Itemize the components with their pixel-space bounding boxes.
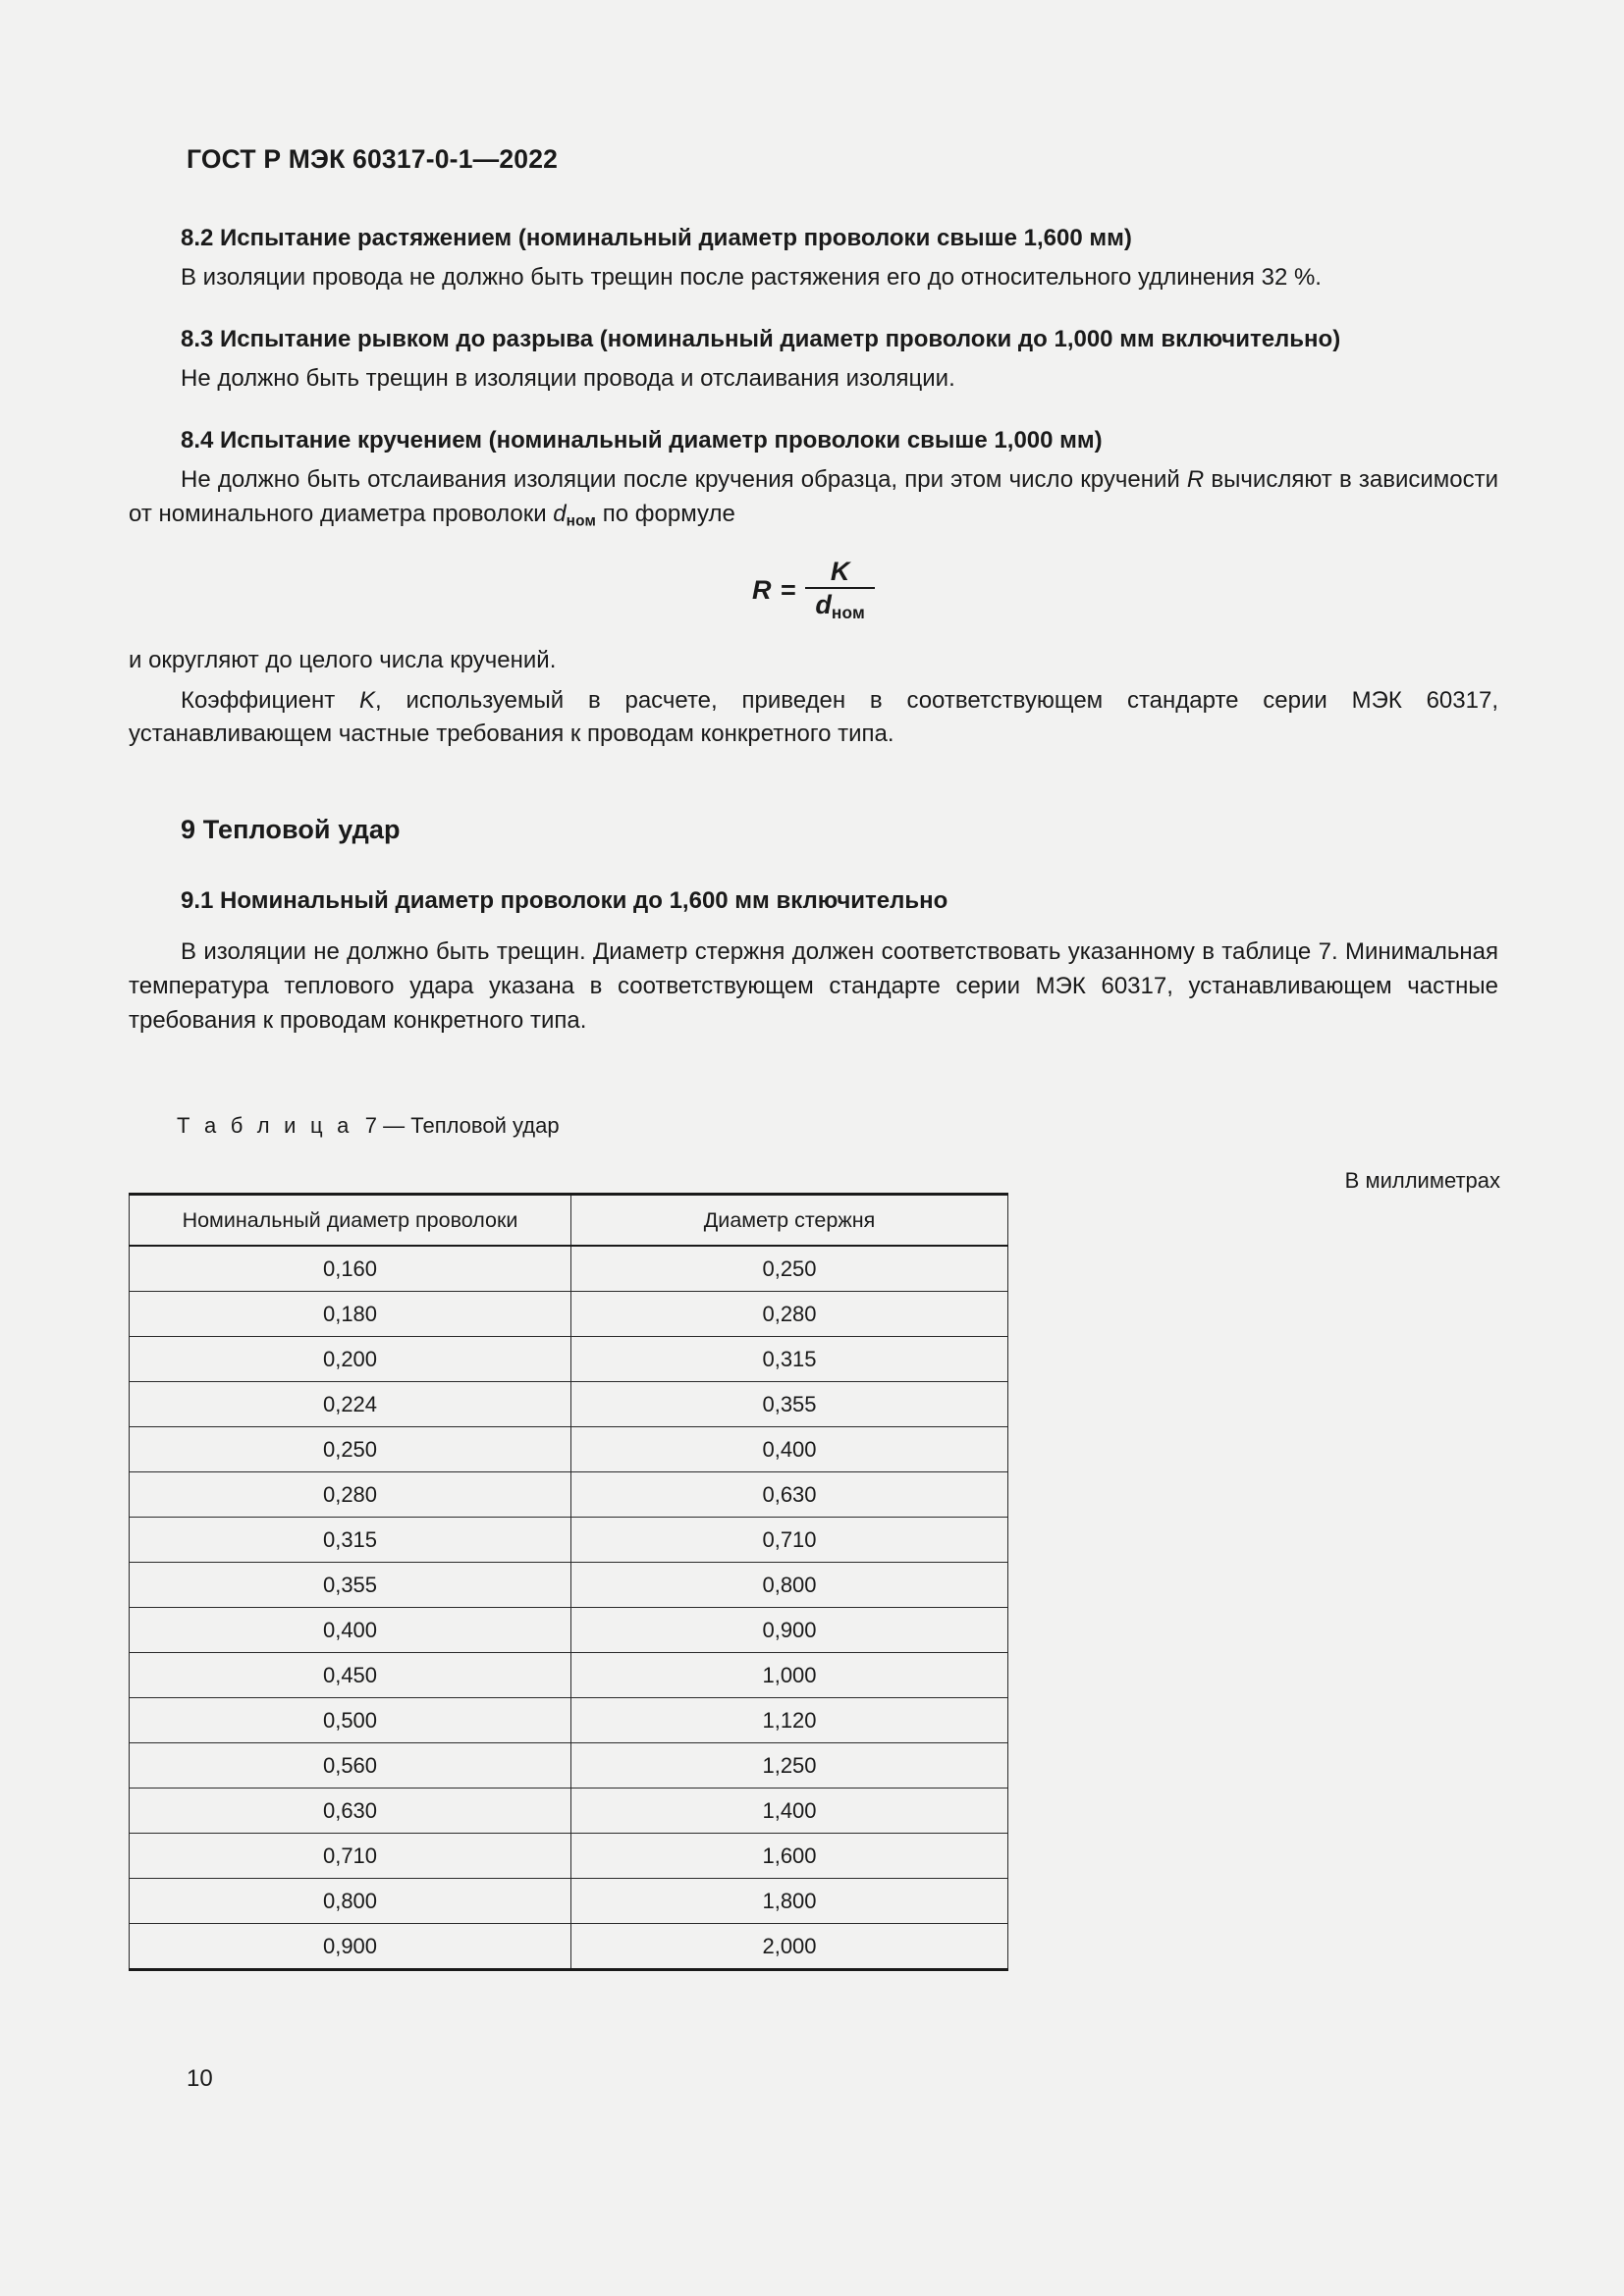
cell-nominal-diameter: 0,224 bbox=[130, 1382, 571, 1427]
cell-nominal-diameter: 0,280 bbox=[130, 1472, 571, 1518]
formula-numerator: K bbox=[830, 557, 850, 587]
clause-8-3-body: Не должно быть трещин в изоляции провода и отслаивания изоляции. bbox=[181, 364, 955, 392]
clause-8-3-heading: 8.3 Испытание рывком до разрыва (номинальный диаметр проволоки до 1,000 мм включительно) bbox=[181, 325, 1341, 352]
column-header-nominal-diameter: Номинальный диаметр проволоки bbox=[130, 1195, 571, 1247]
table-row bbox=[130, 1653, 1008, 1698]
table-caption-number: 7 bbox=[364, 1113, 377, 1138]
clause-9-1-heading: 9.1 Номинальный диаметр проволоки до 1,600 мм включительно bbox=[181, 887, 948, 915]
running-header: ГОСТ Р МЭК 60317-0-1—2022 bbox=[187, 144, 559, 174]
column-header-mandrel-diameter: Диаметр стержня bbox=[571, 1195, 1008, 1247]
cell-nominal-diameter: 0,180 bbox=[130, 1292, 571, 1337]
table-row bbox=[130, 1292, 1008, 1337]
coefficient-part2: , используемый в расчете, приведен в соответствующем стандарте серии МЭК 60317, устанавливающем частные требования к проводам конкретного типа. bbox=[129, 686, 1498, 748]
cell-nominal-diameter: 0,710 bbox=[130, 1834, 571, 1879]
table-7-caption bbox=[177, 1113, 1502, 1139]
cell-mandrel-diameter: 0,710 bbox=[571, 1518, 1008, 1563]
cell-mandrel-diameter: 0,400 bbox=[571, 1427, 1008, 1472]
table-row bbox=[130, 1698, 1008, 1743]
table-row bbox=[130, 1879, 1008, 1924]
clause-8-4-after-formula: и округляют до целого числа кручений. bbox=[129, 646, 557, 673]
cell-mandrel-diameter: 1,600 bbox=[571, 1834, 1008, 1879]
cell-nominal-diameter: 0,200 bbox=[130, 1337, 571, 1382]
table-caption-title: Тепловой удар bbox=[410, 1113, 560, 1138]
cell-nominal-diameter: 0,160 bbox=[130, 1246, 571, 1292]
clause-8-2-heading: 8.2 Испытание растяжением (номинальный диаметр проволоки свыше 1,600 мм) bbox=[181, 225, 1132, 251]
clause-8-4-coefficient bbox=[129, 684, 1498, 753]
cell-mandrel-diameter: 0,315 bbox=[571, 1337, 1008, 1382]
clause-8-4-body bbox=[129, 463, 1498, 532]
table-7 bbox=[129, 1193, 1008, 1971]
cell-mandrel-diameter: 1,120 bbox=[571, 1698, 1008, 1743]
page-number: 10 bbox=[187, 2065, 213, 2092]
variable-R: R bbox=[1186, 465, 1205, 493]
formula-equals-sign: = bbox=[780, 574, 796, 605]
cell-mandrel-diameter: 0,280 bbox=[571, 1292, 1008, 1337]
formula-denominator bbox=[805, 589, 875, 621]
variable-d-subscript: ном bbox=[566, 511, 597, 529]
formula-denominator-symbol: d bbox=[815, 590, 832, 620]
cell-mandrel-diameter: 0,800 bbox=[571, 1563, 1008, 1608]
table-units-note: В миллиметрах bbox=[1344, 1168, 1500, 1193]
cell-nominal-diameter: 0,900 bbox=[130, 1924, 571, 1970]
cell-mandrel-diameter: 1,400 bbox=[571, 1789, 1008, 1834]
cell-mandrel-diameter: 1,000 bbox=[571, 1653, 1008, 1698]
table-row bbox=[130, 1834, 1008, 1879]
table-caption-area bbox=[177, 1113, 1502, 1194]
table-row bbox=[130, 1789, 1008, 1834]
table-row bbox=[130, 1743, 1008, 1789]
formula-R-equals-K-over-d-nom bbox=[752, 558, 875, 622]
body-column bbox=[129, 222, 1498, 1044]
cell-mandrel-diameter: 0,355 bbox=[571, 1382, 1008, 1427]
cell-mandrel-diameter: 1,800 bbox=[571, 1879, 1008, 1924]
variable-d: d bbox=[553, 500, 567, 527]
cell-nominal-diameter: 0,500 bbox=[130, 1698, 571, 1743]
clause-9-1-body: В изоляции не должно быть трещин. Диаметр стержня должен соответствовать указанному в таблице 7. Минимальная температура теплового удара указана в соответствующем стандарте серии МЭК 60317, устанавливающем частные требования к проводам конкретного типа. bbox=[129, 938, 1498, 1034]
table-row bbox=[130, 1518, 1008, 1563]
table-caption-label: Т а б л и ц а bbox=[177, 1113, 353, 1138]
cell-nominal-diameter: 0,800 bbox=[130, 1879, 571, 1924]
table-caption-dash: — bbox=[383, 1113, 406, 1138]
section-9-title: 9 Тепловой удар bbox=[181, 815, 401, 845]
clause-8-4-body-part3: по формуле bbox=[596, 500, 735, 527]
cell-nominal-diameter: 0,355 bbox=[130, 1563, 571, 1608]
table-row bbox=[130, 1337, 1008, 1382]
table-row bbox=[130, 1427, 1008, 1472]
cell-mandrel-diameter: 1,250 bbox=[571, 1743, 1008, 1789]
table-row bbox=[130, 1924, 1008, 1970]
clause-8-2-body: В изоляции провода не должно быть трещин после растяжения его до относительного удлинения 32 %. bbox=[181, 264, 1322, 292]
cell-nominal-diameter: 0,250 bbox=[130, 1427, 571, 1472]
cell-nominal-diameter: 0,630 bbox=[130, 1789, 571, 1834]
formula-fraction bbox=[805, 558, 875, 622]
table-row bbox=[130, 1472, 1008, 1518]
table-body bbox=[130, 1246, 1008, 1970]
coefficient-part1: Коэффициент bbox=[181, 686, 359, 714]
table-row bbox=[130, 1563, 1008, 1608]
table-row bbox=[130, 1382, 1008, 1427]
variable-K: K bbox=[359, 686, 376, 714]
cell-mandrel-diameter: 0,630 bbox=[571, 1472, 1008, 1518]
cell-nominal-diameter: 0,315 bbox=[130, 1518, 571, 1563]
cell-mandrel-diameter: 0,250 bbox=[571, 1246, 1008, 1292]
table-row bbox=[130, 1608, 1008, 1653]
clause-8-4-body-part2: вычисляют в зависимости от номинального диаметра проволоки bbox=[129, 465, 1499, 527]
clause-8-4-heading: 8.4 Испытание кручением (номинальный диаметр проволоки свыше 1,000 мм) bbox=[181, 426, 1103, 454]
clause-8-4-body-part1: Не должно быть отслаивания изоляции после кручения образца, при этом число кручений bbox=[181, 465, 1187, 493]
table-row bbox=[130, 1246, 1008, 1292]
table-caption-spacer bbox=[353, 1113, 365, 1138]
table-7-wrapper bbox=[129, 1193, 1008, 1971]
formula-block bbox=[129, 558, 1498, 622]
cell-mandrel-diameter: 2,000 bbox=[571, 1924, 1008, 1970]
cell-nominal-diameter: 0,450 bbox=[130, 1653, 571, 1698]
cell-nominal-diameter: 0,400 bbox=[130, 1608, 571, 1653]
cell-mandrel-diameter: 0,900 bbox=[571, 1608, 1008, 1653]
table-header-row bbox=[130, 1195, 1008, 1247]
formula-denominator-subscript: ном bbox=[831, 603, 865, 623]
cell-nominal-diameter: 0,560 bbox=[130, 1743, 571, 1789]
formula-left-side: R bbox=[752, 574, 772, 605]
